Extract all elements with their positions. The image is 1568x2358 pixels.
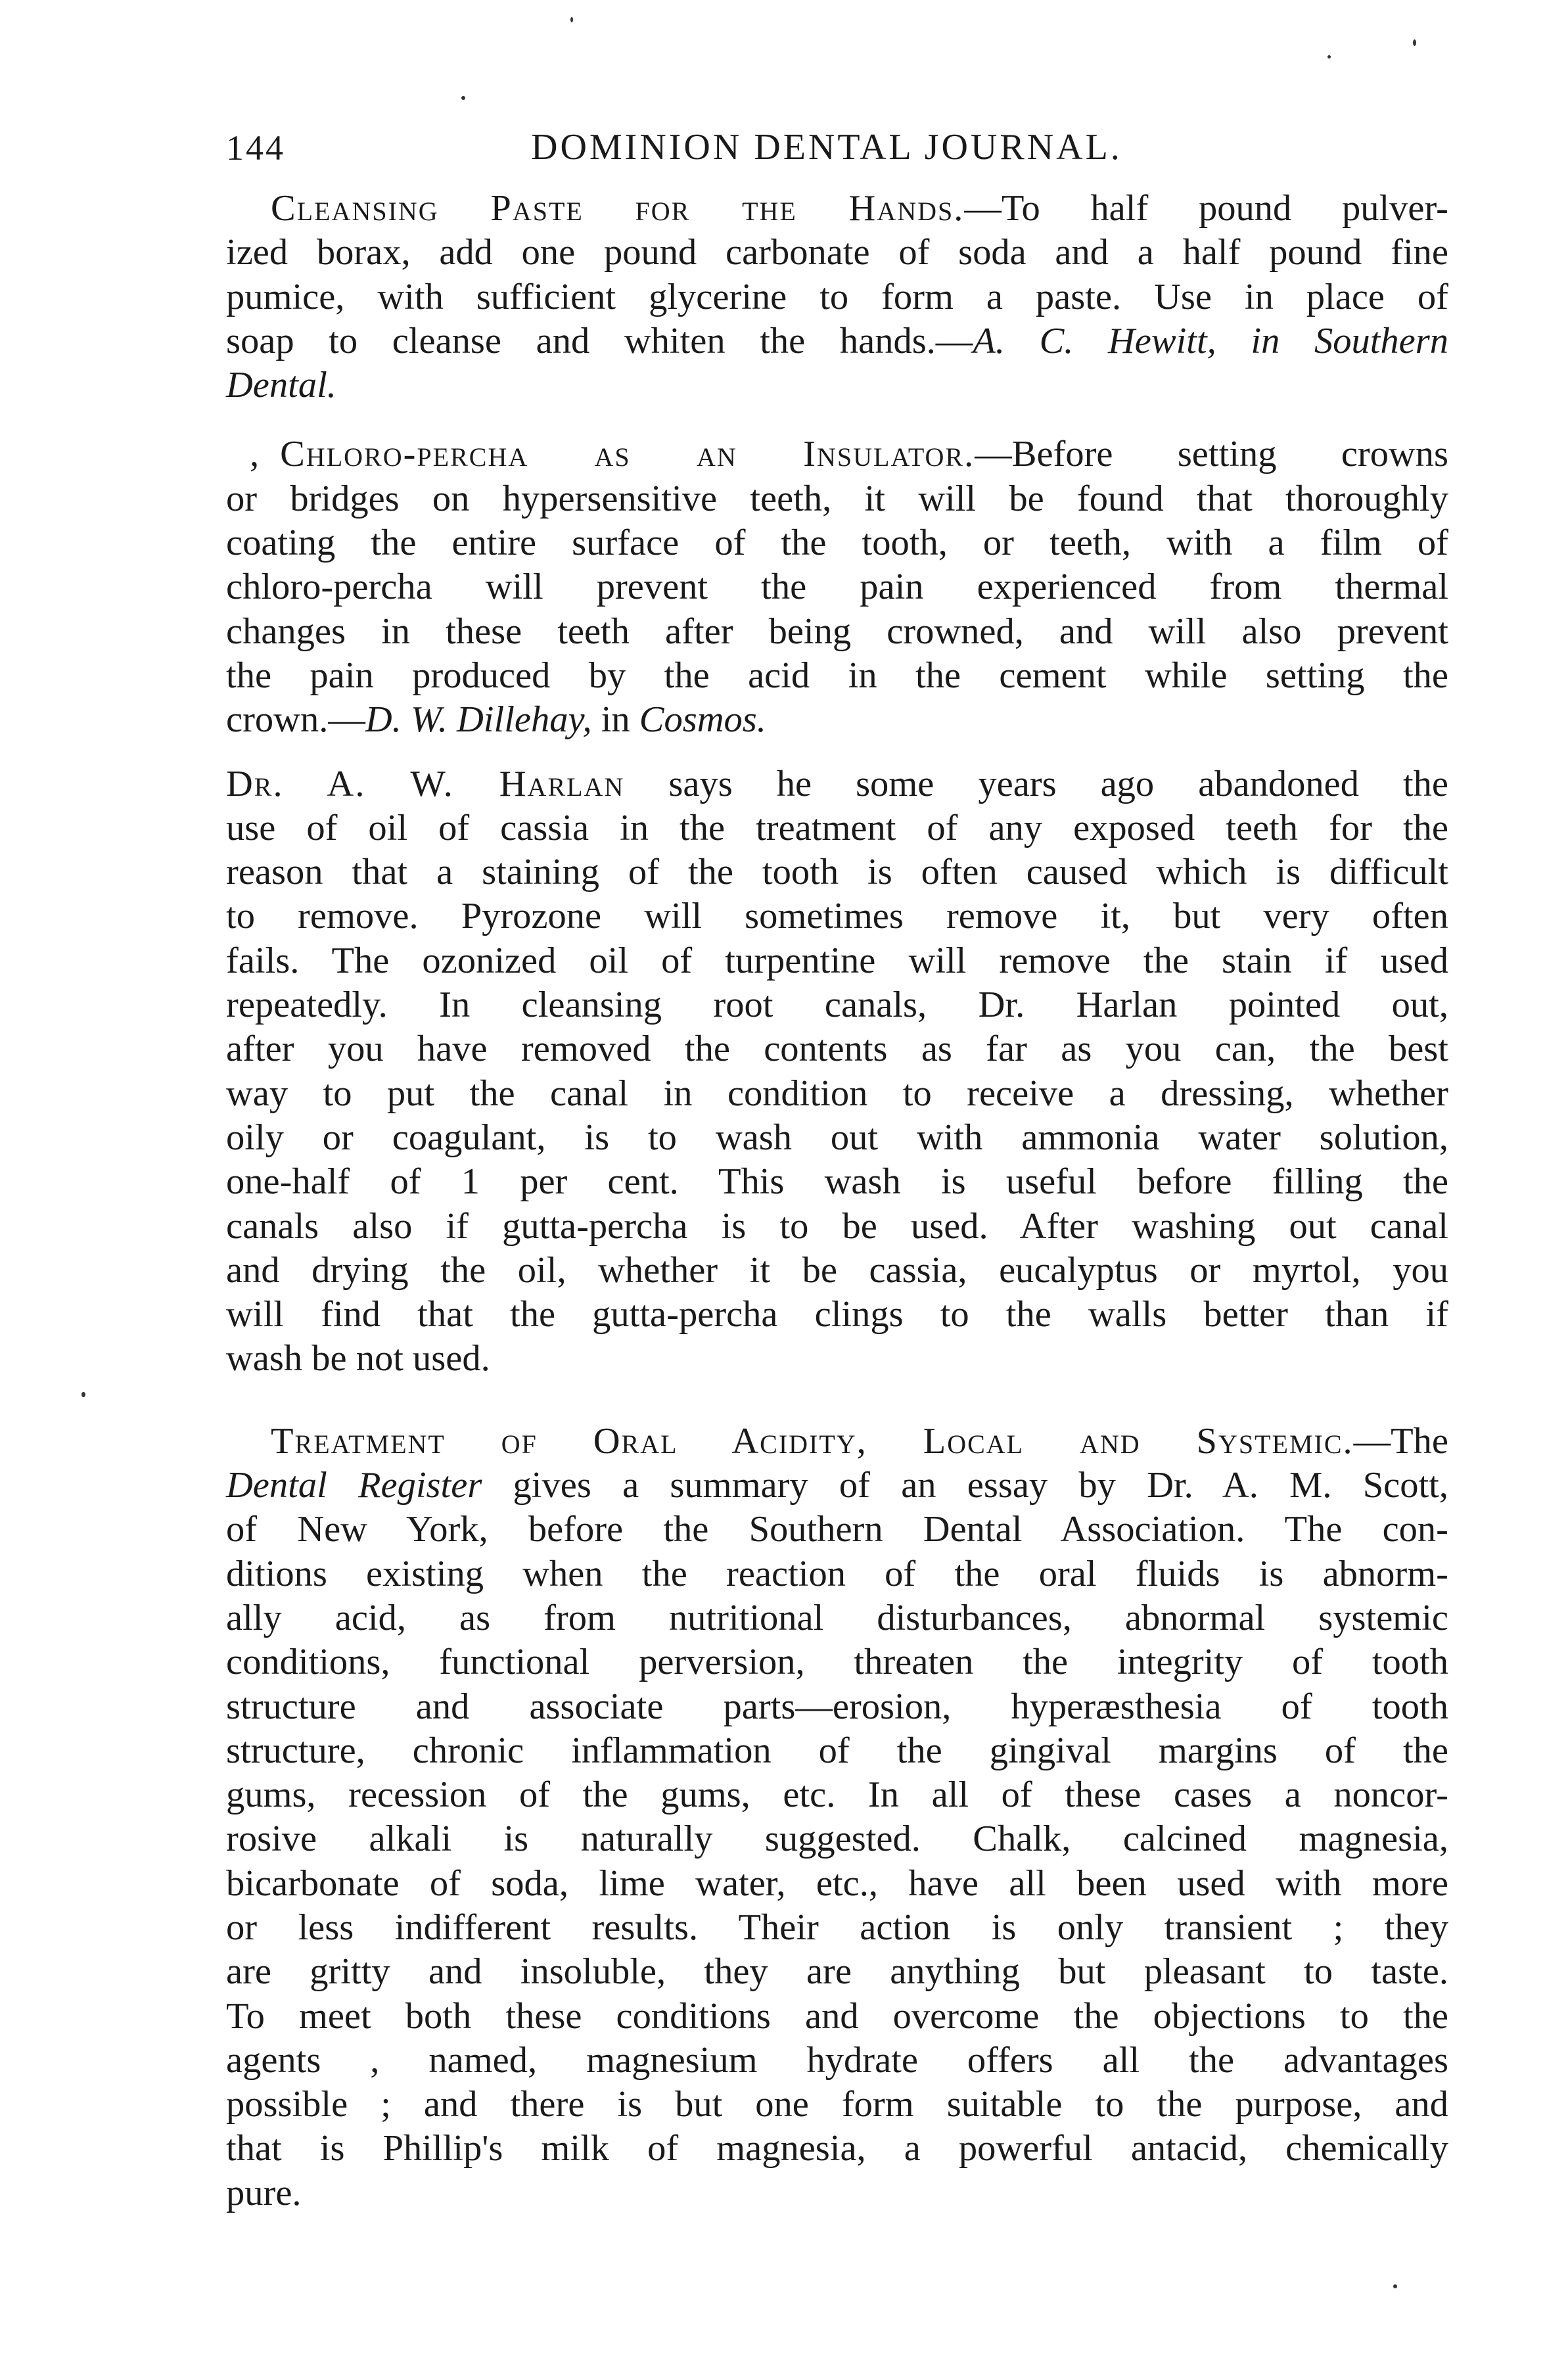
- text-line: [226, 363, 1448, 407]
- text-line: structure, chronic inflammation of the gingival margins of the: [226, 1730, 1448, 1771]
- text-line: ally acid, as from nutritional disturbances, abnormal systemic: [226, 1597, 1448, 1638]
- text-line: and drying the oil, whether it be cassia, eucalyptus or myrtol, you: [226, 1249, 1448, 1291]
- text-line: rosive alkali is naturally suggested. Chalk, calcined magnesia,: [226, 1818, 1448, 1860]
- text-line: one-half of 1 per cent. This wash is useful before filling the: [226, 1161, 1448, 1203]
- text-line: crown.—D. W. Dillehay, in Cosmos.: [226, 699, 766, 741]
- text-line: bicarbonate of soda, lime water, etc., have all been used with more: [226, 1862, 1448, 1904]
- running-title: DOMINION DENTAL JOURNAL.: [531, 127, 1122, 168]
- text-line: changes in these teeth after being crowned, and will also prevent: [226, 611, 1448, 652]
- text-line: way to put the canal in condition to receive a dressing, whether: [226, 1073, 1448, 1114]
- text-line: will find that the gutta-percha clings to the walls better than if: [226, 1294, 1448, 1335]
- article-cleansing-paste: [226, 187, 1448, 407]
- text-line: ditions existing when the reaction of the oral fluids is abnorm-: [226, 1553, 1448, 1594]
- text-line: after you have removed the contents as far as you can, the best: [226, 1029, 1448, 1070]
- text-line: soap to cleanse and whiten the hands.—A. C. Hewitt, in Southern: [226, 320, 1448, 361]
- text-line: possible ; and there is but one form suitable to the purpose, and: [226, 2084, 1448, 2125]
- print-speck: [1413, 39, 1416, 46]
- text-line: chloro-percha will prevent the pain experienced from thermal: [226, 566, 1448, 608]
- citation: A. C. Hewitt, in Southern: [973, 320, 1448, 361]
- text-line: or bridges on hypersensitive teeth, it will be found that thoroughly: [226, 478, 1448, 519]
- text-line: reason that a staining of the tooth is often caused which is difficult: [226, 852, 1448, 893]
- text-line: Treatment of Oral Acidity, Local and Systemic.—The: [271, 1420, 1448, 1462]
- text-line: of New York, before the Southern Dental Association. The con-: [226, 1509, 1448, 1550]
- text-line: pumice, with sufficient glycerine to form a paste. Use in place of: [226, 276, 1448, 317]
- text-line: fails. The ozonized oil of turpentine will remove the stain if used: [226, 940, 1448, 981]
- text-line: that is Phillip's milk of magnesia, a powerful antacid, chemically: [226, 2128, 1448, 2169]
- print-speck: [1393, 2284, 1397, 2288]
- article-heading: Cleansing Paste for the Hands.: [271, 188, 965, 229]
- text-line: canals also if gutta-percha is to be used. After washing out canal: [226, 1205, 1448, 1247]
- journal-page: [226, 105, 1448, 2215]
- article-heading: Treatment of Oral Acidity, Local and Systemic.: [271, 1420, 1354, 1462]
- text-line: the pain produced by the acid in the cement while setting the: [226, 655, 1448, 696]
- article-heading: Dr. A. W. Harlan: [226, 763, 625, 804]
- text-line: coating the entire surface of the tooth, or teeth, with a film of: [226, 522, 1448, 564]
- text-line: use of oil of cassia in the treatment of any exposed teeth for the: [226, 807, 1448, 848]
- article-chloro-percha: [226, 432, 1448, 742]
- publication-title: Dental Register: [226, 1465, 482, 1506]
- text-line: structure and associate parts—erosion, hyperæsthesia of tooth: [226, 1686, 1448, 1727]
- page-header: [226, 105, 1448, 177]
- text-line: pure.: [226, 2172, 302, 2213]
- article-heading: Chloro-percha as an Insulator.: [280, 434, 975, 475]
- text-line: Cleansing Paste for the Hands.—To half pound pulver-: [271, 188, 1448, 229]
- text-line: gums, recession of the gums, etc. In all of these cases a noncor-: [226, 1774, 1448, 1816]
- print-speck: [1327, 55, 1331, 58]
- page-number: 144: [226, 128, 285, 168]
- print-speck: [461, 96, 465, 100]
- citation: Cosmos.: [639, 699, 766, 741]
- text-line: agents , named, magnesium hydrate offers all the advantages: [226, 2039, 1448, 2081]
- article-harlan: [226, 762, 1448, 1381]
- print-speck: [570, 17, 573, 22]
- text-line: wash be not used.: [226, 1338, 490, 1379]
- text-line: or less indifferent results. Their action is only transient ; they: [226, 1907, 1448, 1948]
- text-line: to remove. Pyrozone will sometimes remove it, but very often: [226, 896, 1448, 937]
- text-line: oily or coagulant, is to wash out with ammonia water solution,: [226, 1117, 1448, 1158]
- text-line: , Chloro-percha as an Insulator.—Before setting crowns: [250, 434, 1449, 475]
- text-line: repeatedly. In cleansing root canals, Dr. Harlan pointed out,: [226, 984, 1448, 1026]
- text-line: To meet both these conditions and overcome the objections to the: [226, 1995, 1448, 2037]
- citation: D. W. Dillehay,: [365, 699, 592, 741]
- text-line: Dental Register gives a summary of an essay by Dr. A. M. Scott,: [226, 1465, 1448, 1506]
- text-line: conditions, functional perversion, threaten the integrity of tooth: [226, 1642, 1448, 1683]
- citation: Dental.: [226, 365, 336, 406]
- article-oral-acidity: [226, 1420, 1448, 2215]
- print-speck: [81, 1392, 85, 1397]
- text-line: are gritty and insoluble, they are anything but pleasant to taste.: [226, 1951, 1448, 1993]
- text-line: Dr. A. W. Harlan says he some years ago abandoned the: [226, 763, 1448, 804]
- text-line: ized borax, add one pound carbonate of soda and a half pound fine: [226, 232, 1448, 273]
